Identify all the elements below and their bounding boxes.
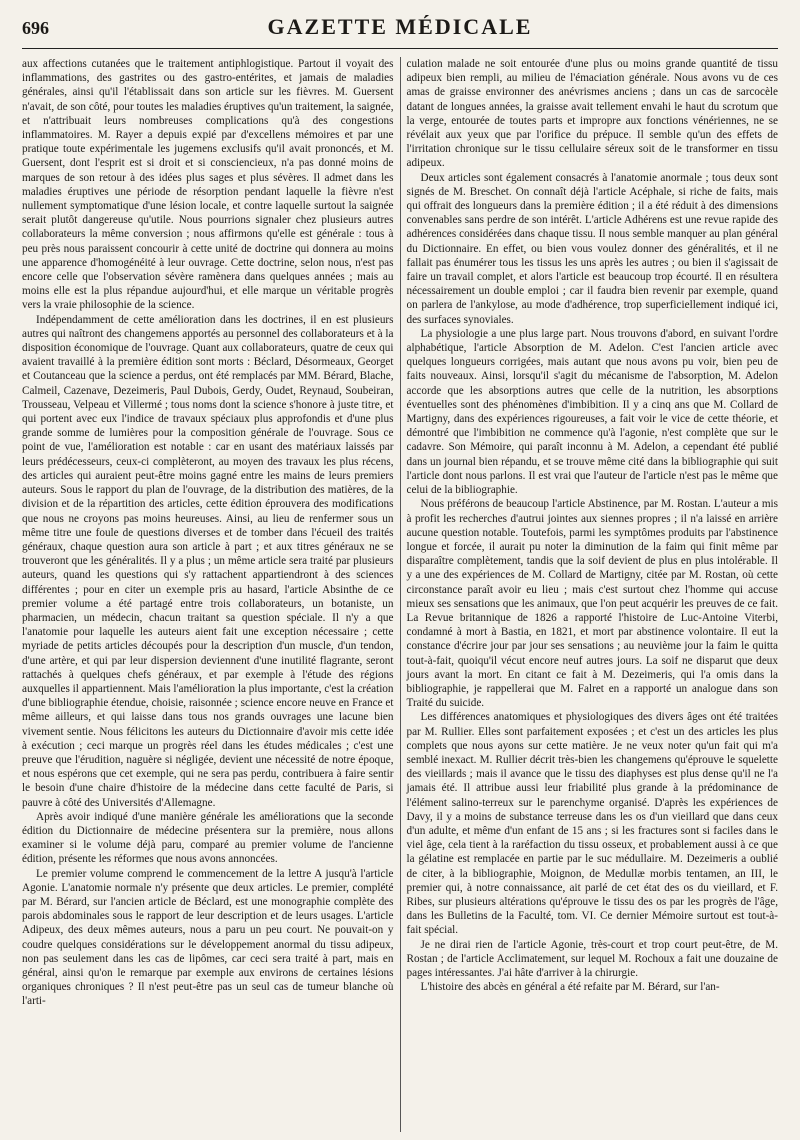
paragraph: Nous préférons de beaucoup l'article Abstinence, par M. Rostan. L'auteur a mis à profit les recherches d'autrui jointes aux siennes propres ; il n'a laissé en arrière aucune question notable. Toutefois, parmi les symptômes produits par l'abstinence longue et forcée, il aurait pu noter la diminution de la faim qui finit même par disparaître complètement, tandis que la soif devient de plus en plus intolérable. Il y a une des expériences de M. Collard de Martigny, citée par M. Rostan, où cette circonstance paraît avoir eu lieu ; mais c'est surtout chez l'homme qui accuse mieux ses sensations que les animaux, que l'on peut acquérir les preuves de ce fait. La Revue britannique de 1826 a rapporté l'histoire de Luc-Antoine Viterbi, condamné à mort à Bastia, en 1821, et mort par abstinence volontaire. Il eut la constance d'écrire jour par jour ses sensations ; au neuvième jour la faim le quitta tout-à-fait, quoiqu'il vécut encore neuf autres jours. La soif ne disparut que deux jours avant la mort. En citant ce fait à M. Dezeimeris, qui l'a omis dans la bibliographie, je rappellerai que M. Falret en a rapporté un analogue dans son Traité du suicide. (406, 498, 778, 710)
left-column (22, 57, 401, 1132)
paragraph: culation malade ne soit entourée d'une plus ou moins grande quantité de tissu adipeux bien rempli, au milieu de l'émaciation générale. Nous avons vu de ces amas de graisse environner des anévrismes anciens ; dans un cas de sarcocèle datant de longues années, la graisse avait tellement envahi le haut du scrotum que la verge, entourée de toutes parts et impropre aux fonctions vénériennes, ne se révélait aux yeux que par l'orifice du prépuce. Il semble qu'un des effets de l'irritation chronique sur le tissu cellulaire séreux soit de le transformer en tissu adipeux. (406, 58, 778, 170)
paragraph: Indépendamment de cette amélioration dans les doctrines, il en est plusieurs autres qui naîtront des changemens apportés au personnel des collaborateurs et à la disposition économique de l'ouvrage. Quant aux collaborateurs, quatre de ceux qui avaient travaillé à la première édition sont morts : Béclard, Désormeaux, Georget et Coutanceau que la science a perdus, ont été remplacés par MM. Bérard, Blache, Calmeil, Cazenave, Dezeimeris, Paul Dubois, Gerdy, Oudet, Reynaud, Soubeiran, Trousseau, Velpeau et Villermé ; tous noms dont la science s'honore à juste titre, et qui portent avec eux l'indice de travaux spéciaux plus approfondis et d'une plus grande somme de lumières pour la composition générale de l'ouvrage. Sous ce point de vue, l'amélioration est notable : car en usant des matériaux laissés par leurs prédécesseurs, ceux-ci complèteront, au moyen des travaux les plus récens, des articles qui auraient peut-être moins gagné entre les mains de leurs premiers auteurs. Sous le rapport du plan de l'ouvrage, de la distribution des matières, de la division et de la répartition des articles, cette édition éprouvera des modifications que nous ne croyons pas moins heureuses. Ainsi, au lieu de renfermer sous un même titre une foule de questions diverses et de tomber dans l'écueil des traités généraux, chaque question aura son article à part ; et aux titres généraux ne se trouveront que les généralités. Il y a plus ; un même article sera traité par plusieurs auteurs, quand les questions qui s'y rattachent appartiendront à des sciences différentes ; pour en citer un exemple pris au hasard, l'article Absinthe de ce premier volume a été partagé entre trois collaborateurs, un botaniste, un pharmacien, un médecin, chacun traitant sa question spéciale. Il n'y a que l'anatomie pour laquelle les auteurs aient fait une exception nécessaire ; cette myriade de petits articles découpés pour la description d'un muscle, d'un tendon, d'une artère, et qui par leur dispersion deviennent d'une inutilité flagrante, seront rattachés à quelques chefs généraux, et par exemple à l'étude des régions auxquelles il appartiennent. Mais l'amélioration la plus importante, c'est la création d'une bibliographie étendue, choisie, raisonnée ; science encore neuve en France et même ailleurs, et qui laisse dans tous nos grands ouvrages une lacune bien vivement sentie. Nous félicitons les auteurs du Dictionnaire d'avoir mis cette idée à exécution ; ceci marque un progrès réel dans les études médicales ; c'est une preuve que l'érudition, naguère si négligée, devient une nécessité de notre époque, et nous espérons que cet exemple, qui ne sera pas perdu, contribuera à faire sentir le besoin d'une chaire d'histoire de la médecine dans cette faculté de Paris, si pauvre à côté des Universités d'Allemagne. (22, 313, 394, 809)
paragraph: Je ne dirai rien de l'article Agonie, très-court et trop court peut-être, de M. Rostan ; de l'article Acclimatement, sur lequel M. Rochoux a fait une douzaine de pages intéressantes. J'ai hâte d'arriver à la chirurgie. (406, 938, 778, 979)
text-columns (22, 57, 778, 1132)
paragraph: Les différences anatomiques et physiologiques des divers âges ont été traitées par M. Rullier. Elles sont parfaitement exposées ; et c'est un des articles les plus complets que nous ayons sur cette matière. Je ne veux noter qu'un fait qui m'a semblé inexact. M. Rullier décrit très-bien les changemens qu'éprouve le squelette des vieillards ; mais il avance que le tissu des diaphyses est plus dense qu'il ne l'a jamais été. Il attribue aussi leur friabilité plus grande à la prédominance de l'élément salino-terreux sur le parenchyme organisé. D'après les expériences de Davy, il y a moins de substance terreuse dans les os d'un vieillard que dans ceux d'un adulte, et même d'un enfant de 15 ans ; si les fractures sont si faciles dans le viel âge, cela tient à la raréfaction du tissu osseux, et probablement aussi à ce que la gélatine est remplacée en partie par le suc médullaire. M. Dezeimeris a oublié de citer, à la bibliographie, Moignon, de Medullæ morbis tentamen, an III, le premier qui, à notre connaissance, ait parlé de cet état des os du vieillard, et F. Ribes, sur plusieurs altérations qu'éprouve le tissu des os par les progrès de l'âge, dans les Bulletins de la Faculté, tom. VI. Ce dernier Mémoire surtout est tout-à-fait spécial. (406, 711, 778, 937)
paragraph: aux affections cutanées que le traitement antiphlogistique. Partout il voyait des inflammations, des gastrites ou des gastro-entérites, et jamais de maladies générales, ainsi qu'il l'établissait dans son article sur les fièvres. M. Guersent n'avait, de son côté, pour toutes les maladies éruptives qu'un traitement, la saignée, et n'attribuait leurs nombreuses complications qu'à des congestions inflammatoires. M. Rayer a depuis expié par d'excellens mémoires et par une pratique toute expérimentale les jugemens exclusifs qu'il avait prononcés, et M. Guersent, dont l'esprit est si droit et si consciencieux, n'a pas donné moins de marques de son retour à des idées plus sages et plus sévères. Il admet dans les maladies éruptives une période de résorption pendant laquelle la fièvre n'est nullement symptomatique d'une lésion locale, et contre laquelle surtout la saignée serait plutôt dangereuse qu'utile. Nous pourrions signaler chez plusieurs autres collaborateurs la même conversion ; nous affirmons qu'elle est générale : tous à peu près nous paraissent concourir à cette unité de doctrine qui donnera au moins une apparence d'homogénéité à leur ouvrage. Cette doctrine, selon nous, n'est pas encore celle que l'observation sévère ramènera dans quelques années ; mais au moins elle est la plus répandue aujourd'hui, et elle marque un véritable progrès vers la vraie philosophie de la science. (22, 58, 394, 312)
paragraph: L'histoire des abcès en général a été refaite par M. Bérard, sur l'an- (420, 981, 720, 994)
paragraph: La physiologie a une plus large part. Nous trouvons d'abord, en suivant l'ordre alphabétique, l'article Absorption de M. Adelon. C'est l'ancien article avec quelques longueurs corrigées, mais autant que nous avons pu voir, bien peu de faits nouveaux. Ainsi, lorsqu'il s'agit du mécanisme de l'absorption, M. Adelon accorde que les absorptions autres que celle de la nutrition, les absorptions éventuelles sont des phénomènes d'imbibition. Il y a cinq ans que M. Collard de Martigny, dans des expériences rigoureuses, a fait voir le vice de cette théorie, et démontré que l'imbibition ne commence qu'à l'agonie, n'est complète que sur le cadavre. Son Mémoire, qui paraît inconnu à M. Adelon, a cependant été publié dans un journal bien répandu, et se trouve même cité dans la bibliographie qui suit l'article dont nous parlons. Il est vrai que l'auteur de l'article n'est pas le même que celui de la bibliographie. (406, 327, 778, 497)
right-column (401, 57, 779, 1132)
journal-title: GAZETTE MÉDICALE (267, 14, 533, 39)
page-number: 696 (22, 18, 49, 38)
paragraph: Le premier volume comprend le commencement de la lettre A jusqu'à l'article Agonie. L'anatomie normale n'y présente que deux articles. Le premier, complété par M. Bérard, sur l'ancien article de Béclard, est une monographie complète des parois abdominales sous le rapport de leur description et de leurs usages. L'article Adipeux, des deux mêmes auteurs, nous a paru un peu court. Ne pouvait-on y coudre quelques considérations sur le développement anormal du tissu adipeux, non pas seulement dans les cas de lipômes, car ceci sera traité à part, mais en général, ainsi qu'on le remarque par exemple aux environs de certaines lésions organiques chroniques ? Il n'est peut-être pas un seul cas de tumeur blanche où l'arti- (22, 867, 394, 1008)
paragraph: Deux articles sont également consacrés à l'anatomie anormale ; tous deux sont signés de M. Breschet. On connaît déjà l'article Acéphale, si riche de faits, mais qui offrait des longueurs dans la première édition ; il a été réduit à des dimensions convenables sans perdre de son intérêt. L'article Adhérens est une revue rapide des adhérences considérées dans chaque tissu. Il nous semble manquer au plan général du Dictionnaire. En effet, ou bien vous voulez donner des généralités, et il ne fallait pas énumérer tous les tissus les uns après les autres ; ou bien il s'agissait de faire un travail complet, et alors l'article est beaucoup trop écourté. Il en résultera nécessairement un double emploi ; car il faudra bien revenir par exemple, quand on parlera de l'ankylose, au mode d'adhérence, trop superficiellement indiqué ici, des surfaces synoviales. (406, 171, 778, 326)
paragraph: Après avoir indiqué d'une manière générale les améliorations que la seconde édition du Dictionnaire de médecine présentera sur la première, nous allons examiner si le volume déjà paru, comparé au premier volume de l'ancienne édition, présente les réformes que nous avons annoncées. (22, 810, 394, 866)
page-header (22, 14, 778, 49)
